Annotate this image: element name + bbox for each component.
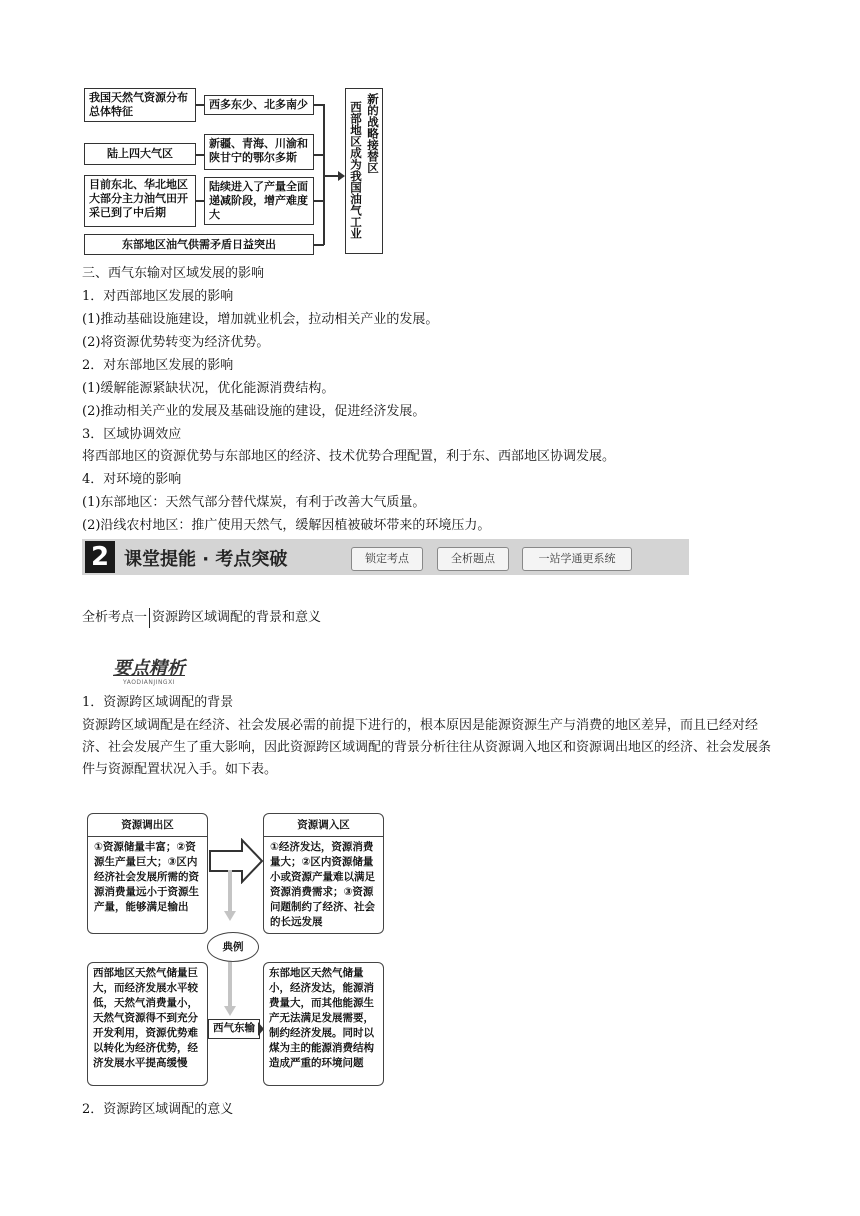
paragraph: 2．对东部地区发展的影响 bbox=[82, 358, 234, 373]
import-region-box bbox=[263, 813, 384, 934]
paragraph: 1．对西部地区发展的影响 bbox=[82, 289, 234, 304]
section-banner bbox=[82, 539, 689, 575]
down-arrow-icon bbox=[228, 962, 232, 1008]
strategic-area-col2: 新的战略接替区 bbox=[366, 93, 380, 174]
west-example-box bbox=[87, 962, 208, 1086]
paragraph: 资源跨区域调配是在经济、社会发展必需的前提下进行的，根本原因是能源资源生产与消费的地区差异，而且已经对经济、社会发展产生了重大影响，因此资源跨区域调配的背景分析往往从资源调入地区和资源调出地区的经济、社会发展条件与资源配置状况入手。如下表。 bbox=[82, 718, 772, 777]
down-arrow-icon bbox=[228, 870, 232, 914]
lock-points-button[interactable]: 锁定考点 bbox=[351, 547, 423, 571]
paragraph: 将西部地区的资源优势与东部地区的经济、技术优势合理配置，利于东、西部地区协调发展。 bbox=[82, 449, 616, 464]
kaodian-title: 资源跨区域调配的背景和意义 bbox=[152, 610, 322, 625]
paragraph: (1)推动基础设施建设，增加就业机会，拉动相关产业的发展。 bbox=[82, 312, 439, 327]
import-region-body: ①经济发达，资源消费量大；②区内资源储量小或资源产量难以满足资源消费需求；③资源问题制约了经济、社会的长远发展 bbox=[270, 841, 375, 928]
paragraph: 3．区域协调效应 bbox=[82, 427, 182, 442]
kaodian-label: 全析考点一 bbox=[82, 610, 148, 625]
export-region-box bbox=[87, 813, 208, 934]
box-gas-regions: 新疆、青海、川渝和陕甘宁的鄂尔多斯 bbox=[204, 134, 314, 170]
logo-subtext: YAODIANJINGXI bbox=[123, 679, 175, 686]
example-oval: 典例 bbox=[207, 932, 259, 962]
box-distribution: 我国天然气资源分布总体特征 bbox=[84, 88, 196, 122]
import-region-title: 资源调入区 bbox=[264, 814, 383, 837]
strategic-area-col1: 西部地区成为我国油气工业 bbox=[349, 101, 363, 239]
down-arrow-icon bbox=[224, 911, 236, 921]
kaodian-heading bbox=[82, 607, 321, 629]
box-east-supply-demand: 东部地区油气供需矛盾日益突出 bbox=[84, 234, 314, 255]
west-example-body: 西部地区天然气储量巨大，而经济发展水平较低，天然气消费量小，天然气资源得不到充分开发利用，资源优势难以转化为经济优势，经济发展水平提高缓慢 bbox=[93, 967, 198, 1069]
connector bbox=[196, 200, 204, 202]
box-four-gas-areas: 陆上四大气区 bbox=[84, 143, 196, 165]
paragraph: (2)将资源优势转变为经济优势。 bbox=[82, 335, 270, 350]
down-arrow-icon bbox=[224, 1006, 236, 1016]
connector bbox=[196, 154, 204, 156]
paragraph: 4．对环境的影响 bbox=[82, 472, 182, 487]
section-heading: 三、西气东输对区域发展的影响 bbox=[82, 266, 265, 281]
export-region-body: ①资源储量丰富；②资源生产量巨大；③区内经济社会发展所需的资源消费量远小于资源生产量，能够满足输出 bbox=[94, 841, 199, 913]
section-number: 2 bbox=[85, 541, 115, 573]
paragraph: (1)缓解能源紧缺状况，优化能源消费结构。 bbox=[82, 381, 335, 396]
logo-text: 要点精析 bbox=[113, 658, 185, 679]
arrow-head-icon bbox=[338, 171, 345, 181]
box-west-more-east-less: 西多东少、北多南少 bbox=[204, 95, 314, 115]
right-arrow-icon bbox=[208, 838, 264, 884]
banner-title: 课堂提能 · 考点突破 bbox=[124, 549, 288, 570]
connector bbox=[196, 104, 204, 106]
paragraph: (1)东部地区：天然气部分替代煤炭，有利于改善大气质量。 bbox=[82, 495, 426, 510]
paragraph: 1．资源跨区域调配的背景 bbox=[82, 695, 234, 710]
box-production-decline: 陆续进入了产量全面递减阶段，增产难度大 bbox=[204, 177, 314, 225]
paragraph: (2)推动相关产业的发展及基础设施的建设，促进经济发展。 bbox=[82, 404, 426, 419]
learn-system-button[interactable]: 一站学通更系统 bbox=[522, 547, 632, 571]
box-strategic-area bbox=[345, 88, 383, 254]
kaodian-divider bbox=[149, 608, 150, 628]
east-example-body: 东部地区天然气储量小，经济发达，能源消费量大，而其他能源生产无法满足发展需要，制约经济发展。同时以煤为主的能源消费结构造成严重的环境问题 bbox=[269, 967, 374, 1069]
yaodian-logo bbox=[113, 654, 185, 686]
east-example-box bbox=[263, 962, 384, 1086]
export-region-title: 资源调出区 bbox=[88, 814, 207, 837]
west-east-arrow-label: 西气东输 bbox=[208, 1019, 260, 1039]
box-northeast-oilfields: 目前东北、华北地区大部分主力油气田开采已到了中后期 bbox=[84, 175, 196, 227]
paragraph: (2)沿线农村地区：推广使用天然气，缓解因植被破坏带来的环境压力。 bbox=[82, 518, 491, 533]
analyze-questions-button[interactable]: 全析题点 bbox=[437, 547, 509, 571]
paragraph: 2．资源跨区域调配的意义 bbox=[82, 1102, 234, 1117]
